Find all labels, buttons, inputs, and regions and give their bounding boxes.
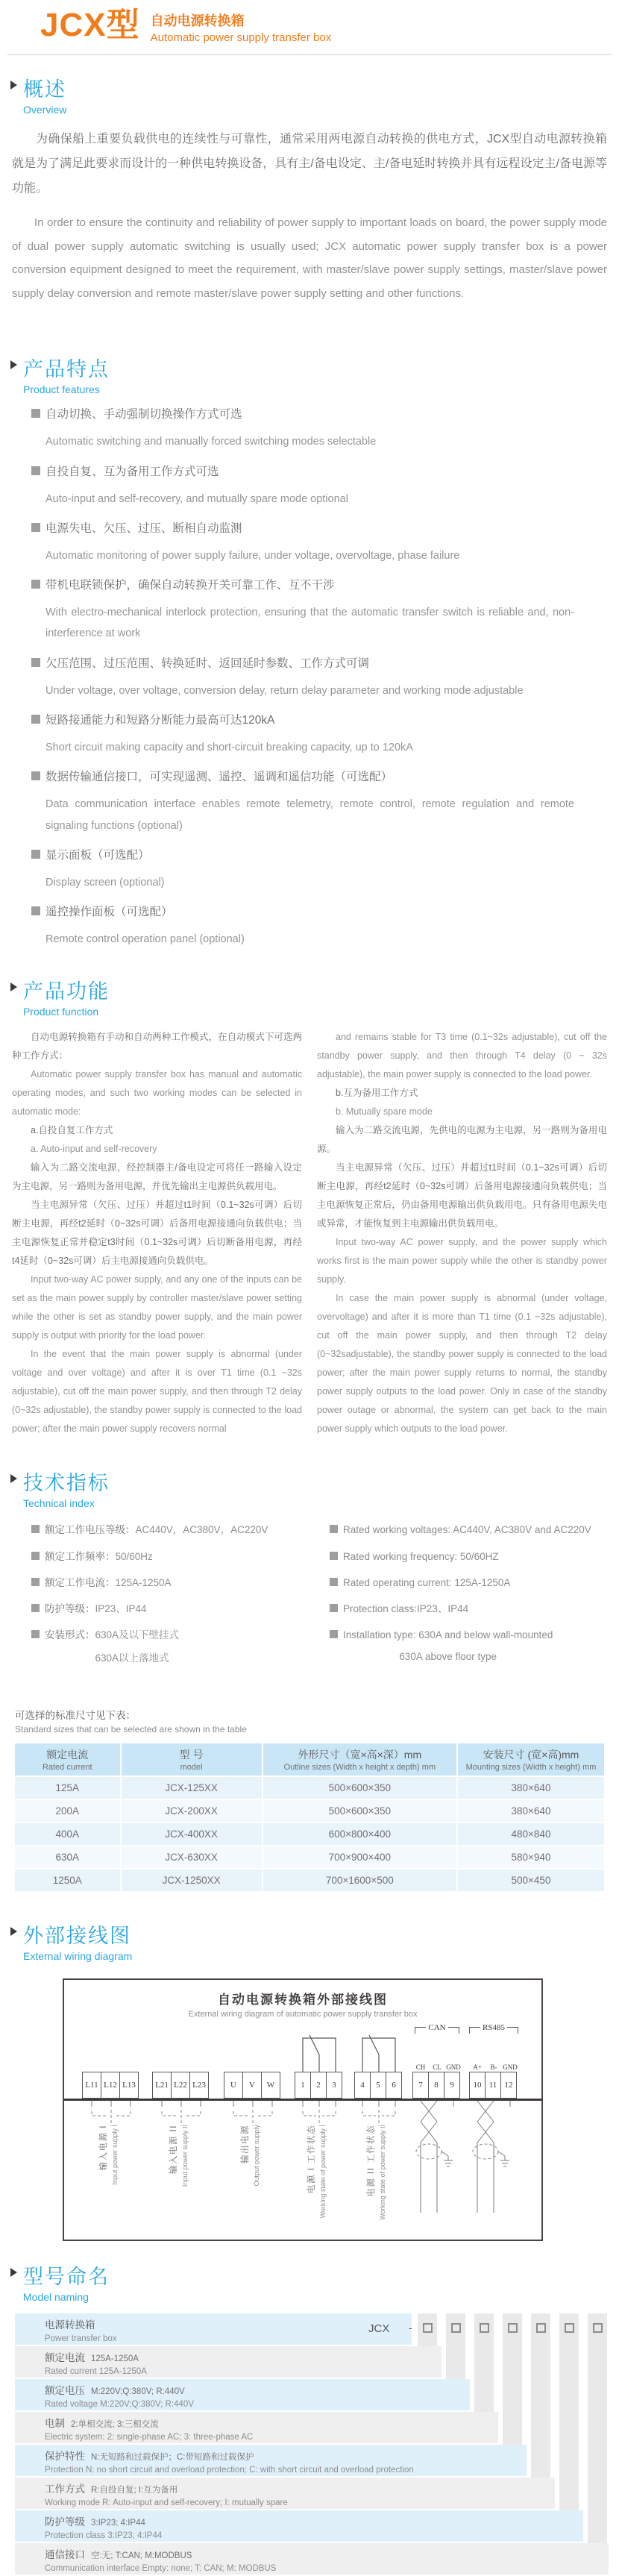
function-paragraph: b.互为备用工作方式 — [336, 1088, 418, 1099]
model-naming-diagram — [15, 2313, 609, 2576]
function-heading-en: Product function — [23, 1006, 99, 1018]
overview-heading-en: Overview — [23, 104, 67, 116]
terminal: L23 — [189, 2072, 209, 2099]
triangle-icon — [10, 2268, 17, 2277]
bracket-right-icon — [507, 2027, 518, 2034]
naming-heading-en: Model naming — [23, 2290, 89, 2303]
terminal: 11 — [485, 2072, 501, 2099]
tech-text-line2: 630A above floor type — [399, 1650, 497, 1662]
tech-value: 125A-1250A — [115, 1576, 172, 1588]
tech-item — [31, 1628, 330, 1666]
wiring-label-output: 输出电源 Output power supply — [241, 2124, 260, 2187]
terminal: 3 — [326, 2072, 342, 2099]
bullet-square-icon — [31, 1630, 40, 1638]
wiring-title-zh: 自动电源转换箱外部接线图 — [218, 1992, 388, 2007]
feature-item — [31, 463, 604, 479]
pin-label: CH — [415, 2063, 426, 2071]
naming-row: 防护等级 3:IP23; 4:IP44 Protection class 3:IP23; 4:IP44 — [15, 2510, 583, 2542]
feature-item — [31, 711, 604, 727]
code-box-icon — [508, 2323, 518, 2333]
feature-item — [31, 846, 604, 862]
function-paragraph: 输入为二路交流电源，经控制器主/备电设定可将任一路输入设定为主电源，另一路则为备用电源，并优先输出主电源供负载用电。 — [12, 1162, 302, 1192]
bullet-square-icon — [330, 1525, 338, 1533]
function-paragraph: Input two-way AC power supply, and the power supply which works first is the main power supply while the other is standby power supply. — [317, 1237, 607, 1285]
terminal: L12 — [101, 2072, 120, 2099]
overview-heading-zh: 概述 — [23, 78, 66, 101]
product-title-zh: 自动电源转换箱 — [150, 13, 245, 28]
feature-item — [31, 405, 604, 422]
function-paragraph: a. Auto-input and self-recovery — [31, 1144, 157, 1155]
terminal: L21 — [152, 2072, 172, 2099]
terminal: 5 — [370, 2072, 386, 2099]
header-divider — [7, 54, 612, 55]
terminal-row — [64, 2072, 541, 2101]
bullet-square-icon — [31, 466, 40, 475]
bullet-square-icon — [330, 1578, 338, 1586]
terminal: 7 — [412, 2072, 429, 2099]
function-paragraph: 当主电源异常（欠压、过压）并超过t1时间（0.1~32s可调）后切断主电源，再经t2延时（0~32s可调）后备用电源接通向负载供电；当主电源恢复正常并稳定t3时间（0.1~32s可调）后切断备用电源，再经t4延时（0~32s可调）后主电源接通向负载供电。 — [12, 1200, 302, 1267]
section-function-heading — [10, 975, 619, 1018]
tech-label: 防护等级： — [45, 1603, 95, 1615]
feature-item — [31, 654, 604, 671]
wiring-label-input1: 输入电源 I Input power supply I — [99, 2124, 119, 2185]
terminal: 10 — [469, 2072, 486, 2099]
page-header — [0, 0, 619, 44]
terminal: L11 — [82, 2072, 101, 2099]
function-paragraph: 自动电源转换箱有手动和自动两种工作模式，在自动模式下可选两种工作方式： — [12, 1032, 302, 1062]
section-features-heading — [10, 353, 619, 395]
feature-zh: 自动切换、手动强制切换操作方式可选 — [45, 408, 242, 422]
feature-item — [31, 768, 604, 784]
pin-label: GND — [503, 2063, 518, 2071]
terminal: 9 — [444, 2072, 460, 2099]
function-paragraph: 输入为二路交流电源，先供电的电源为主电源，另一路则为备用电源。 — [317, 1125, 607, 1155]
table-row: 1250A JCX-1250XX 700×1600×500 500×450 — [15, 1870, 606, 1893]
wiring-heading-zh: 外部接线图 — [23, 1924, 131, 1947]
group-bracket-icon — [354, 2101, 403, 2128]
tech-label: 额定工作电流： — [45, 1576, 116, 1588]
table-row: 400A JCX-400XX 600×800×400 480×840 — [15, 1823, 606, 1846]
tech-value-line2: 630A以上落地式 — [95, 1652, 169, 1664]
bracket-right-icon — [448, 2027, 459, 2034]
sizes-table — [15, 1743, 606, 1893]
tech-value: 50/60Hz — [115, 1550, 153, 1562]
bullet-square-icon — [31, 409, 40, 418]
bullet-square-icon — [31, 771, 40, 780]
tech-columns — [31, 1523, 607, 1677]
terminal-group-output — [224, 2072, 280, 2099]
bullet-square-icon — [31, 1552, 40, 1560]
triangle-icon — [10, 1927, 17, 1936]
function-left-column — [12, 1028, 302, 1438]
feature-en: With electro-mechanical interlock protection, ensuring that the automatic transfer switch is reliable and, non-interference at work — [45, 607, 574, 640]
features-list — [31, 405, 604, 950]
ground-icon — [442, 2152, 453, 2166]
code-box-icon — [423, 2323, 433, 2333]
changeover-switch-icon — [295, 2020, 344, 2072]
tech-value: 630A及以下壁挂式 — [95, 1629, 180, 1641]
bullet-square-icon — [31, 658, 40, 667]
bullet-square-icon — [330, 1552, 338, 1560]
terminal: L22 — [171, 2072, 190, 2099]
terminal-group-input2 — [152, 2072, 209, 2099]
feature-zh: 遥控操作面板（可选配） — [45, 906, 173, 919]
wiring-title-en: External wiring diagram of automatic power supply transfer box — [188, 2009, 418, 2019]
naming-row: 电制 2:单相交流; 3:三相交流 Electric system: 2: single-phase AC; 3: three-phase AC — [15, 2412, 498, 2443]
function-columns — [12, 1028, 607, 1438]
function-right-column — [317, 1028, 607, 1438]
feature-zh: 带机电联锁保护，确保自动转换开关可靠工作、互不干涉 — [45, 579, 335, 592]
tech-item — [31, 1523, 330, 1538]
table-header-row — [15, 1743, 606, 1777]
bullet-square-icon — [31, 580, 40, 589]
terminal-group-can — [412, 2072, 460, 2099]
tech-item — [31, 1549, 330, 1564]
twisted-pair-icon — [412, 2101, 462, 2220]
group-bracket-icon — [152, 2101, 210, 2128]
bullet-square-icon — [31, 906, 40, 915]
function-paragraph: Input two-way AC power supply, and any one of the inputs can be set as the main power supply by controller master/slave power setting while the other is set as standby power supply, and the main power supply is output with priority for the load power. — [12, 1274, 302, 1341]
group-bracket-icon — [295, 2101, 344, 2128]
product-model: JCX型 — [40, 7, 140, 43]
code-column-strip — [559, 2313, 579, 2510]
tech-heading-zh: 技术指标 — [23, 1472, 110, 1495]
naming-dash: - — [409, 2321, 412, 2334]
wiring-label-state1: 电源 I 工作状态 Working state of power supply I — [307, 2124, 327, 2219]
group-bracket-icon — [224, 2101, 282, 2128]
pin-label: B- — [490, 2063, 497, 2071]
code-box-icon — [480, 2323, 489, 2333]
feature-en: Remote control operation panel (optional) — [45, 933, 245, 946]
tech-item — [31, 1602, 330, 1617]
tech-text: Protection class:IP23、IP44 — [343, 1603, 469, 1615]
table-row: 200A JCX-200XX 500×600×350 380×640 — [15, 1800, 606, 1823]
overview-paragraph-en: In order to ensure the continuity and reliability of power supply to important loads on board, the power supply mode of dual power supply automatic switching is usually used; JCX automatic power supply transfer box is a power conversion equipment designed to meet the requirement, with master/slave power supply settings, master/slave power supply delay conversion and remote master/slave power supply setting and other functions. — [12, 216, 607, 300]
feature-zh: 数据传输通信接口，可实现遥测、遥控、遥调和遥信功能（可选配） — [45, 771, 393, 784]
terminal-group-state2 — [354, 2072, 402, 2099]
code-box-icon — [451, 2323, 461, 2333]
changeover-switch-icon — [354, 2020, 403, 2072]
group-bracket-icon — [82, 2101, 140, 2128]
tech-text: Rated operating current: 125A-1250A — [343, 1576, 511, 1588]
wiring-label-state2: 电源 II 工作状态 Working state of power supply II — [367, 2124, 386, 2220]
feature-zh: 欠压范围、过压范围、转换延时、返回延时参数、工作方式可调 — [45, 656, 370, 670]
overview-paragraph-zh: 为确保船上重要负载供电的连续性与可靠性，通常采用两电源自动转换的供电方式，JCX型自动电源转换箱就是为了满足此要求而设计的一种供电转换设备，具有主/备电设定、主/备电延时转换并具有远程设定主/备电源等功能。 — [12, 133, 607, 195]
feature-en: Data communication interface enables remote telemetry, remote control, remote regulation and remote signaling functions (optional) — [45, 798, 574, 832]
terminal: 6 — [386, 2072, 402, 2099]
bullet-square-icon — [330, 1630, 338, 1638]
wiring-label-input2: 输入电源 II Input power supply II — [169, 2124, 189, 2187]
function-paragraph: and remains stable for T3 time (0.1~32s adjustable), cut off the standby power supply, and then through T4 delay (0 ~ 32s adjustable), the main power supply is connected to the load power. — [317, 1032, 607, 1080]
terminal-group-rs485 — [469, 2072, 517, 2099]
ground-icon — [498, 2152, 509, 2166]
function-paragraph: 当主电源异常（欠压、过压）并超过t1时间（0.1~32s可调）后切断主电源，再经t2延时（0~32s可调）后备用电源接通向负载供电；当主电源恢复正常后，仍由备用电源输出供负载用电。只有备用电源失电或异常，才能恢复到主电源输出供负载用电。 — [317, 1162, 607, 1229]
bullet-square-icon — [31, 1578, 40, 1586]
bullet-square-icon — [31, 850, 40, 859]
triangle-icon — [10, 983, 17, 991]
bullet-square-icon — [31, 523, 40, 532]
bullet-square-icon — [31, 715, 40, 724]
feature-en: Under voltage, over voltage, conversion delay, return delay parameter and working mode adjustable — [45, 684, 524, 697]
tech-item — [330, 1628, 607, 1664]
function-paragraph: a.自投自复工作方式 — [31, 1125, 113, 1136]
code-box-icon — [565, 2323, 574, 2333]
terminal: 1 — [295, 2072, 311, 2099]
terminal: L13 — [119, 2072, 139, 2099]
naming-row: 电源转换箱 Power transfer box — [15, 2313, 412, 2345]
tech-value: IP23、IP44 — [95, 1603, 147, 1615]
tech-heading-en: Technical index — [23, 1497, 95, 1510]
terminal: 2 — [310, 2072, 327, 2099]
tech-right-column — [330, 1523, 607, 1677]
tech-text: Rated working voltages: AC440V, AC380V and AC220V — [343, 1524, 591, 1536]
naming-row: 工作方式 R:自投自复; I:互为备用 Working mode R: Auto-input and self-recovery; I: mutually spare — [15, 2478, 555, 2509]
triangle-icon — [10, 360, 17, 369]
bracket-left-icon — [469, 2027, 480, 2034]
feature-en: Auto-input and self-recovery, and mutually spare mode optional — [45, 492, 348, 505]
code-box-icon — [536, 2323, 546, 2333]
feature-zh: 短路接通能力和短路分断能力最高可达120kA — [45, 713, 275, 727]
feature-en: Display screen (optional) — [45, 876, 165, 889]
twisted-pair-icon — [469, 2101, 518, 2220]
bullet-square-icon — [31, 1604, 40, 1612]
col-header: 型 号 model — [122, 1743, 263, 1777]
can-label: CAN — [428, 2022, 446, 2032]
triangle-icon — [10, 1474, 17, 1483]
wiring-lower-area — [64, 2101, 541, 2240]
code-box-icon — [593, 2323, 603, 2333]
feature-en: Automatic monitoring of power supply failure, under voltage, overvoltage, phase failure — [45, 549, 460, 562]
function-paragraph: In case the main power supply is abnormal (under voltage, overvoltage) and after it is more than T1 time (0.1 ~32s adjustable), cut off the main power supply, and then through T2 delay (0~32sadjustable), the standby power supply is connected to the load power; after the main power supply returns to normal, the standby power supply outputs to the load power. Only in case of the standby power outage or abnormal, the system can get back to the main power supply which outputs to the load power. — [317, 1293, 607, 1435]
naming-row: 保护特性 N:无短路和过载保护；C:带短路和过载保护 Protection N: no short circuit and overload protection; C: with short circuit and overload protection — [15, 2445, 527, 2476]
col-header: 额定电流 Rated current — [15, 1743, 122, 1777]
table-intro-en: Standard sizes that can be selected are shown in the table — [15, 1723, 247, 1734]
naming-prefix: JCX — [368, 2322, 390, 2335]
tech-item — [330, 1549, 607, 1564]
rs485-label: RS485 — [483, 2022, 505, 2032]
table-row: 125A JCX-125XX 500×600×350 380×640 — [15, 1777, 606, 1800]
terminal: 12 — [500, 2072, 517, 2099]
rs485-bracket — [460, 2023, 527, 2034]
tech-item — [330, 1602, 607, 1617]
features-heading-zh: 产品特点 — [23, 358, 110, 381]
bracket-left-icon — [415, 2027, 426, 2034]
naming-heading-zh: 型号命名 — [23, 2265, 110, 2288]
function-heading-zh: 产品功能 — [23, 980, 110, 1003]
wiring-heading-en: External wiring diagram — [23, 1949, 133, 1962]
product-title-en: Automatic power supply transfer box — [150, 31, 332, 44]
feature-en: Automatic switching and manually forced switching modes selectable — [45, 436, 377, 448]
terminal: U — [224, 2072, 243, 2099]
terminal: 4 — [354, 2072, 371, 2099]
terminal: V — [242, 2072, 262, 2099]
naming-row: 额定电压 M:220V;Q:380V; R:440V Rated voltage M:220V;Q:380V; R:440V — [15, 2379, 470, 2410]
feature-zh: 显示面板（可选配） — [45, 848, 150, 862]
terminal: W — [261, 2072, 280, 2099]
section-wiring-heading — [10, 1920, 619, 1962]
bullet-square-icon — [330, 1604, 338, 1612]
feature-item — [31, 903, 604, 919]
can-pins — [412, 2063, 462, 2071]
table-intro-zh: 可选择的标准尺寸见下表： — [15, 1709, 136, 1721]
rs485-pins — [469, 2063, 518, 2071]
tech-left-column — [31, 1523, 330, 1677]
triangle-icon — [10, 81, 17, 90]
wiring-diagram — [63, 1978, 543, 2241]
tech-label: 额定工作电压等级： — [45, 1524, 136, 1536]
tech-label: 额定工作频率： — [45, 1550, 116, 1562]
tech-label: 安装形式： — [45, 1629, 95, 1641]
wiring-symbols-row — [64, 2019, 541, 2072]
col-header: 外形尺寸（宽×高×深）mm Outline sizes (Width x height x depth) mm — [263, 1743, 458, 1777]
function-paragraph: b. Mutually spare mode — [336, 1106, 433, 1118]
section-overview-heading — [10, 73, 619, 116]
feature-zh: 电源失电、欠压、过压、断相自动监测 — [45, 521, 242, 535]
code-column-strip — [588, 2313, 607, 2543]
code-column-strip — [531, 2313, 550, 2478]
tech-text: Installation type: 630A and below wall-mounted — [343, 1629, 553, 1641]
tech-item — [31, 1576, 330, 1591]
terminal: 8 — [428, 2072, 444, 2099]
bullet-square-icon — [31, 1525, 40, 1533]
terminal-group-input1 — [82, 2072, 139, 2099]
tech-value: AC440V，AC380V，AC220V — [135, 1524, 268, 1536]
terminal-group-state1 — [295, 2072, 342, 2099]
code-column-strip — [503, 2313, 522, 2445]
pin-label: A+ — [473, 2063, 482, 2071]
function-paragraph: In the event that the main power supply is abnormal (under voltage and over voltage) and after it is over T1 time (0.1 ~32s adjustable), cut off the main power supply, and then through T2 delay (0~32s adjustable), the standby power supply is connected to the load power; after the main power supply recovers normal — [12, 1349, 302, 1435]
feature-item — [31, 576, 604, 592]
tech-text: Rated working frequency: 50/60HZ — [343, 1550, 499, 1562]
feature-item — [31, 519, 604, 536]
feature-en: Short circuit making capacity and short-circuit breaking capacity, up to 120kA — [45, 741, 413, 753]
tech-item — [330, 1523, 607, 1538]
section-naming-heading — [10, 2260, 619, 2303]
pin-label: CL — [433, 2063, 442, 2071]
section-tech-heading — [10, 1467, 619, 1509]
feature-zh: 自投自复、互为备用工作方式可选 — [45, 465, 219, 478]
naming-row: 通信接口 空:无; T:CAN; M:MODBUS Communication interface Empty: none; T: CAN; M: MODBUS — [15, 2543, 609, 2575]
col-header: 安装尺寸 (宽×高)mm Mounting sizes (Width x height) mm — [458, 1743, 606, 1777]
features-heading-en: Product features — [23, 383, 100, 396]
function-paragraph: Automatic power supply transfer box has manual and automatic operating modes, and such two working modes can be selected in automatic mode: — [12, 1069, 302, 1118]
pin-label: GND — [446, 2063, 461, 2071]
naming-row: 额定电流 125A-1250A Rated current 125A-1250A — [15, 2346, 442, 2378]
tech-item — [330, 1576, 607, 1591]
table-row: 630A JCX-630XX 700×900×400 580×940 — [15, 1846, 606, 1870]
